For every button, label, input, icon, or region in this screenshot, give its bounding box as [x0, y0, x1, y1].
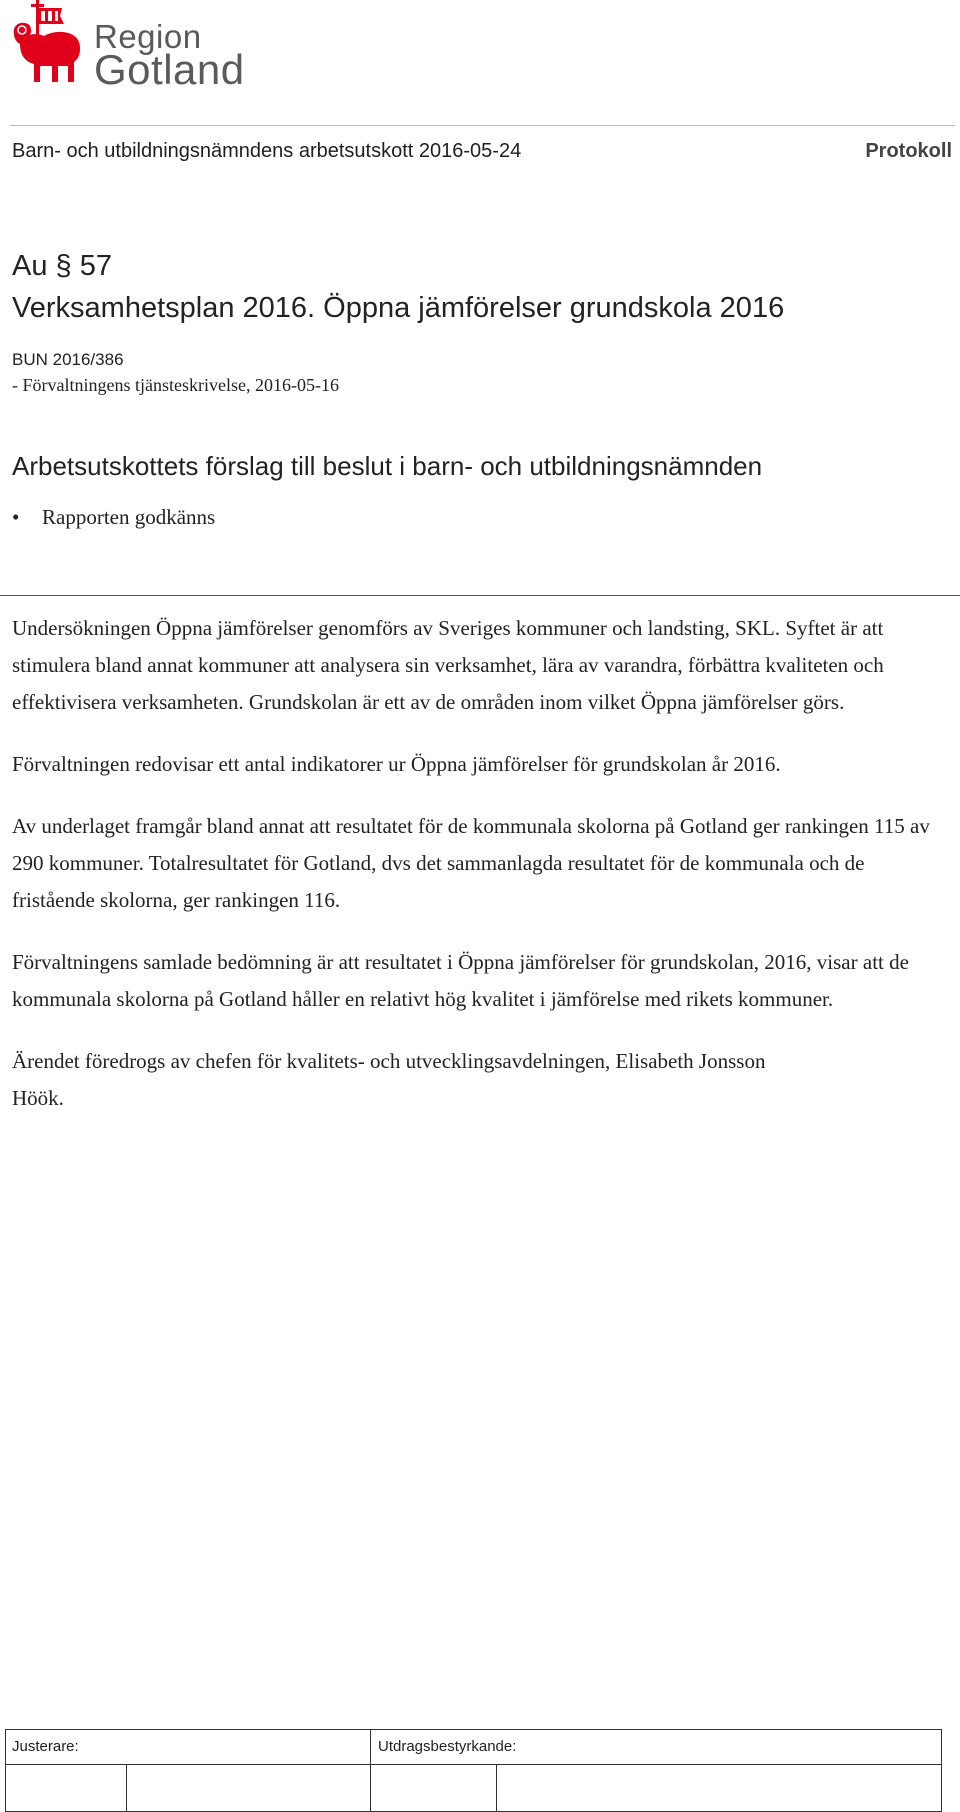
region-gotland-logo	[10, 0, 250, 92]
section-divider	[0, 595, 960, 596]
utdragsbestyrkande-label: Utdragsbestyrkande:	[378, 1738, 517, 1755]
body-paragraph: Av underlaget framgår bland annat att resultatet för de kommunala skolorna på Gotland ger rankingen 115 av 290 kommuner. Totalresultatet för Gotland, dvs det sammanlagda resultatet för de kommunala och de fristående skolorna, ger rankingen 116.	[12, 814, 930, 912]
proposal-bullet	[12, 505, 215, 530]
body-paragraph: Undersökningen Öppna jämförelser genomförs av Sveriges kommuner och landsting, SKL. Syftet är att stimulera bland annat kommuner att analysera sin verksamhet, lära av varandra, förbättra kvaliteten och effektivisera verksamheten. Grundskolan är ett av de områden inom vilket Öppna jämförelser görs.	[12, 616, 884, 714]
document-type: Protokoll	[865, 140, 952, 162]
gotland-ram-icon	[10, 0, 88, 90]
page-title: Verksamhetsplan 2016. Öppna jämförelser grundskola 2016	[12, 292, 785, 324]
body-paragraph: Ärendet föredrogs av chefen för kvalitets- och utvecklingsavdelningen, Elisabeth Jonsson Höök.	[12, 1049, 766, 1110]
signature-footer	[5, 1729, 942, 1812]
body-text	[12, 610, 952, 1142]
logo-text-region: Region	[94, 18, 202, 55]
case-number: BUN 2016/386	[12, 350, 124, 369]
proposal-heading: Arbetsutskottets förslag till beslut i barn- och utbildningsnämnden	[12, 451, 763, 481]
footer-column-divider	[370, 1730, 371, 1811]
header-divider	[10, 125, 955, 126]
footer-column-divider	[126, 1764, 127, 1811]
logo-text-gotland: Gotland	[94, 46, 245, 93]
bullet-icon: •	[12, 505, 20, 529]
body-paragraph: Förvaltningens samlade bedömning är att resultatet i Öppna jämförelser för grundskolan, 2016, visar att de kommunala skolorna på Gotland håller en relativt hög kvalitet i jämförelse med rikets kommuner.	[12, 950, 909, 1011]
body-paragraph: Förvaltningen redovisar ett antal indikatorer ur Öppna jämförelser för grundskolan år 2016.	[12, 752, 781, 776]
justerare-label: Justerare:	[12, 1738, 79, 1755]
document-reference: - Förvaltningens tjänsteskrivelse, 2016-05-16	[12, 375, 339, 395]
meeting-title: Barn- och utbildningsnämndens arbetsutskott 2016-05-24	[12, 140, 522, 162]
paragraph-number: Au § 57	[12, 250, 112, 282]
proposal-bullet-text: Rapporten godkänns	[42, 505, 216, 529]
footer-column-divider	[496, 1764, 497, 1811]
